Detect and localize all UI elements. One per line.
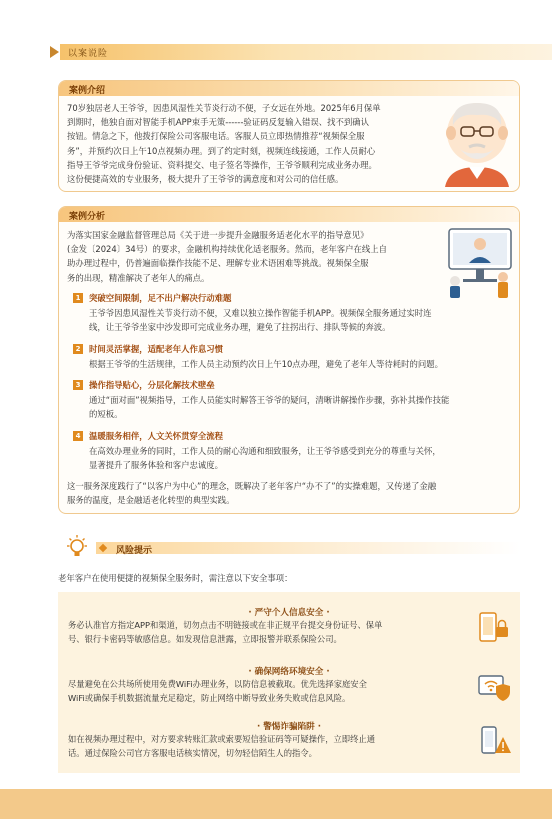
text-line: 助办理过程中，仍普遍面临操作技能不足、理解专业术语困难等挑战。视频保全服 xyxy=(67,258,369,269)
section-tag xyxy=(50,44,552,60)
point-title: 温暖服务相伴，人文关怀贯穿全流程 xyxy=(89,431,223,441)
video-call-illustration xyxy=(443,225,517,299)
text-line: 务的出现，精准解决了老年人的痛点。 xyxy=(67,272,210,283)
point-body xyxy=(89,393,509,421)
point-title: 操作指导贴心，分层化解技术壁垒 xyxy=(89,380,215,390)
text-line: 的短板。 xyxy=(89,409,123,420)
point-body xyxy=(89,357,509,371)
point-body xyxy=(89,444,509,472)
text-line: 话。通过保险公司官方客服电话核实情况，切勿轻信陌生人的指令。 xyxy=(68,747,317,758)
text-line: 如在视频办理过程中，对方要求转账汇款或索要短信验证码等可疑操作，立即终止通 xyxy=(68,734,375,744)
risk-box xyxy=(58,592,520,773)
lightbulb-icon xyxy=(64,534,90,560)
text-line: 70岁独居老人王爷爷，因患风湿性关节炎行动不便，子女远在外地。2025年6月保单 xyxy=(67,103,381,113)
risk-item-title: · 警惕诈骗陷阱 · xyxy=(256,722,322,732)
case-analysis-conclusion xyxy=(67,479,517,507)
text-line: 这一服务深度践行了“以客户为中心”的理念，既解决了老年客户“办不了”的实操难题，又传递了金融 xyxy=(67,481,437,491)
risk-item-body xyxy=(68,678,468,705)
case-intro-heading: 案例介绍 xyxy=(69,86,106,96)
text-line: 为落实国家金融监督管理总局《关于进一步提升金融服务适老化水平的指导意见》 xyxy=(67,230,369,240)
page-header-band xyxy=(0,0,552,38)
warning-phone-icon xyxy=(476,725,512,759)
text-line: 务必认准官方指定APP和渠道，切勿点击不明链接或在非正规平台提交身份证号、保单 xyxy=(68,620,383,630)
case-analysis-heading: 案例分析 xyxy=(69,212,106,222)
text-line: 在高效办理业务的同时，工作人员的耐心沟通和细致服务，让王爷爷感受到充分的尊重与关怀， xyxy=(89,446,441,456)
text-line: 线，让王爷爷坐家中沙发即可完成业务办理，避免了拄拐出行、排队等候的奔波。 xyxy=(89,322,391,333)
elderly-man-illustration xyxy=(439,95,515,187)
text-line: 服务的温度，是金融适老化转型的典型实践。 xyxy=(67,495,235,506)
text-line: 按钮。情急之下，他拨打保险公司客服电话。客服人员立即热情推荐“视频保全服 xyxy=(67,131,365,142)
phone-lock-icon xyxy=(476,611,512,645)
section-tag-arrow-icon xyxy=(50,46,59,58)
point-body xyxy=(89,306,509,334)
risk-item-title: · 确保网络环境安全 · xyxy=(248,667,330,677)
text-line: WiFi或确保手机数据流量充足稳定，防止网络中断导致业务失败或信息风险。 xyxy=(68,692,351,703)
wifi-shield-icon xyxy=(476,670,512,704)
text-line: (金发〔2024〕34号）的要求，金融机构持续优化适老服务。然而，老年客户在线上自 xyxy=(67,244,387,255)
point-number-badge: 2 xyxy=(73,344,83,354)
case-analysis-header xyxy=(59,207,519,222)
risk-item-title: · 严守个人信息安全 · xyxy=(248,608,330,618)
text-line: 通过“面对面”视频指导，工作人员能实时解答王爷爷的疑问，清晰讲解操作步骤，弥补其操作技能 xyxy=(89,395,450,405)
page-footer-band xyxy=(0,789,552,819)
case-intro-header xyxy=(59,81,519,96)
case-analysis-card xyxy=(58,206,520,514)
risk-header-bar xyxy=(96,542,520,554)
text-line: 根据王爷爷的生活规律，工作人员主动预约次日上午10点办理，避免了老年人等待耗时的问题。 xyxy=(89,359,444,369)
section-tag-bar xyxy=(60,44,552,60)
risk-item-body xyxy=(68,619,468,646)
case-intro-text xyxy=(67,101,437,186)
risk-item-body xyxy=(68,733,468,760)
text-line: 务”，并预约次日上午10点视频办理。到了约定时刻，视频连线接通，工作人员耐心 xyxy=(67,145,376,156)
section-tag-label: 以案说险 xyxy=(68,49,109,59)
point-number-badge: 4 xyxy=(73,431,83,441)
point-number-badge: 1 xyxy=(73,293,83,303)
text-line: 号、银行卡密码等敏感信息。如发现信息泄露，立即报警并联系保险公司。 xyxy=(68,633,342,644)
text-line: 王爷爷因患风湿性关节炎行动不便，又难以独立操作智能手机APP。视频保全服务通过实时连 xyxy=(89,308,432,318)
text-line: 尽量避免在公共场所使用免费WiFi办理业务，以防信息被截取。优先选择家庭安全 xyxy=(68,679,367,689)
risk-heading: 风险提示 xyxy=(116,546,153,556)
point-title: 突破空间限制，足不出户解决行动难题 xyxy=(89,293,232,303)
risk-intro: 老年客户在使用便捷的视频保全服务时，需注意以下安全事项： xyxy=(58,573,293,583)
text-line: 到期时，他独自面对智能手机APP束手无策------验证码反复输入错误、找不到确认 xyxy=(67,117,369,128)
risk-section-header xyxy=(58,536,520,558)
point-number-badge: 3 xyxy=(73,380,83,390)
text-line: 这份便捷高效的专业服务，极大提升了王爷爷的满意度和对公司的信任感。 xyxy=(67,174,344,185)
case-intro-card xyxy=(58,80,520,192)
point-title: 时间灵活掌握，适配老年人作息习惯 xyxy=(89,344,223,354)
text-line: 显著提升了服务体验和客户忠诚度。 xyxy=(89,460,223,471)
text-line: 指导王爷爷完成身份验证、资料提交、电子签名等操作，王爷爷顺利完成业务办理。 xyxy=(67,159,377,170)
case-analysis-intro xyxy=(67,228,445,285)
